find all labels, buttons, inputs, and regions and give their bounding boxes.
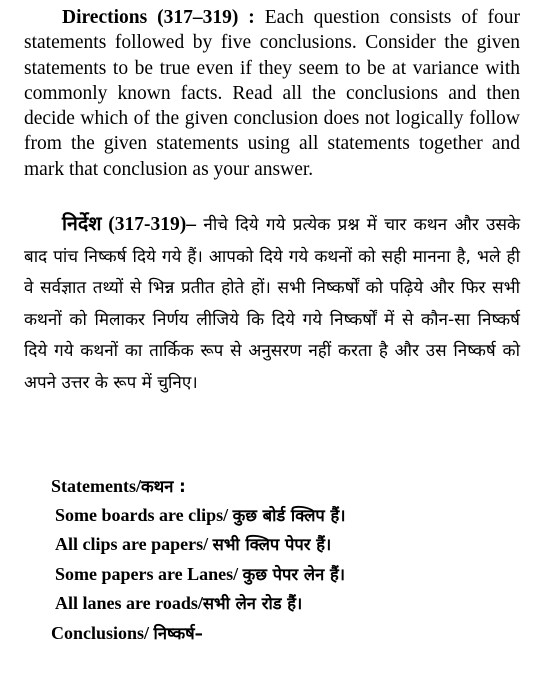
conclusions-heading [51, 621, 203, 644]
statement-4 [55, 591, 302, 614]
statements-heading-en: Statements/ [51, 476, 141, 496]
statement-3-hi: कुछ पेपर लेन हैं। [242, 565, 345, 584]
statements-heading [51, 474, 186, 497]
statement-1-hi: कुछ बोर्ड क्लिप हैं। [232, 506, 346, 525]
directions-english [24, 5, 520, 182]
statement-1 [55, 503, 346, 526]
statement-4-hi: सभी लेन रोड हैं। [202, 594, 303, 613]
directions-english-heading: Directions (317–319) : [62, 7, 255, 28]
directions-hindi [24, 209, 520, 399]
directions-hindi-text: नीचे दिये गये प्रत्येक प्रश्न में चार कथन और उसके बाद पांच निष्कर्ष दिये गये हैं। आपको दिये गये कथनों को सही मानना है, भले ही वे सर्वज्ञात तथ्यों से भिन्न प्रतीत होते हों। सभी निष्कर्षों को पढ़िये और फिर सभी कथनों को मिलाकर निर्णय लीजिये कि दिये गये निष्कर्षों में से कौन-सा निष्कर्ष दिये गये कथनों का तार्किक रूप से अनुसरण नहीं करता है और उस निष्कर्ष को अपने उत्तर के रूप में चुनिए। [24, 215, 521, 393]
statement-3 [55, 562, 345, 585]
statements-heading-hi: कथन : [140, 477, 186, 496]
directions-english-text: Each question consists of four statements followed by five conclusions. Consider the given statements to be true even if they seem to be at variance with commonly known facts. Read all the conclusions and then decide which of the given conclusion does not logically follow from the given statements using all statements together and mark that conclusion as your answer. [24, 7, 520, 180]
statement-4-en: All lanes are roads/ [55, 593, 203, 613]
statement-2-en: All clips are papers/ [55, 534, 213, 554]
statement-3-en: Some papers are Lanes/ [55, 564, 243, 584]
conclusions-heading-hi: निष्कर्ष– [153, 624, 203, 643]
statement-2 [55, 532, 331, 555]
conclusions-heading-en: Conclusions/ [51, 623, 154, 643]
statement-1-en: Some boards are clips/ [55, 505, 233, 525]
statement-2-hi: सभी क्लिप पेपर हैं। [212, 535, 332, 554]
directions-hindi-heading: निर्देश (317-319)– [62, 214, 197, 235]
